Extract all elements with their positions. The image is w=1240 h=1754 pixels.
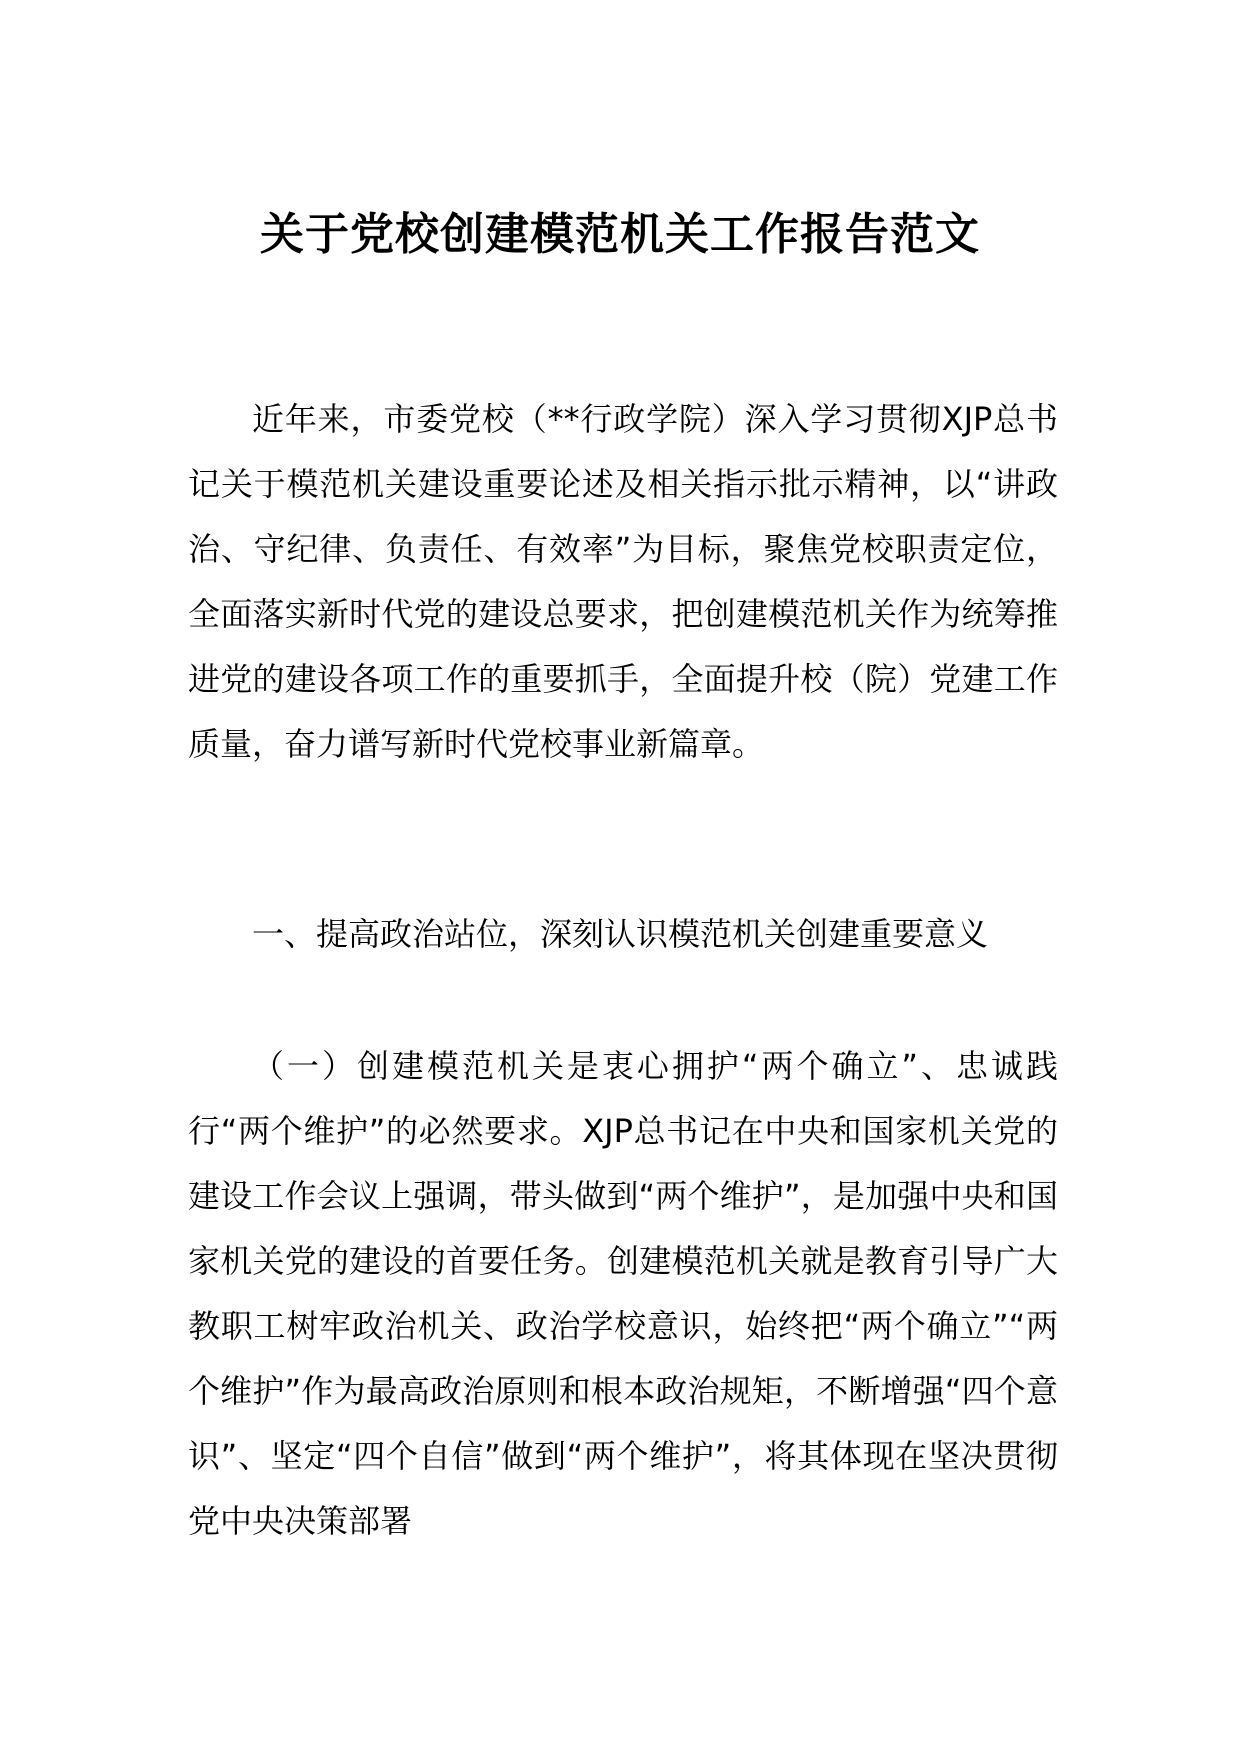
- document-title: 关于党校创建模范机关工作报告范文: [260, 209, 980, 260]
- intro-paragraph: 近年来，市委党校（**行政学院）深入学习贯彻XJP总书记关于模范机关建设重要论述及相关指示批示精神，以“讲政治、守纪律、负责任、有效率”为目标，聚焦党校职责定位，全面落实新时代党的建设总要求，把创建模范机关作为统筹推进党的建设各项工作的重要抓手，全面提升校（院）党建工作质量，奋力谱写新时代党校事业新篇章。: [188, 400, 1058, 763]
- subsection-paragraph: （一）创建模范机关是衷心拥护“两个确立”、忠诚践行“两个维护”的必然要求。XJP总书记在中央和国家机关党的建设工作会议上强调，带头做到“两个维护”，是加强中央和国家机关党的建设的首要任务。创建模范机关就是教育引导广大教职工树牢政治机关、政治学校意识，始终把“两个确立”“两个维护”作为最高政治原则和根本政治规矩，不断增强“四个意识”、坚定“四个自信”做到“两个维护”，将其体现在坚决贯彻党中央决策部署: [188, 1047, 1058, 1540]
- section-heading: 一、提高政治站位，深刻认识模范机关创建重要意义: [252, 915, 989, 953]
